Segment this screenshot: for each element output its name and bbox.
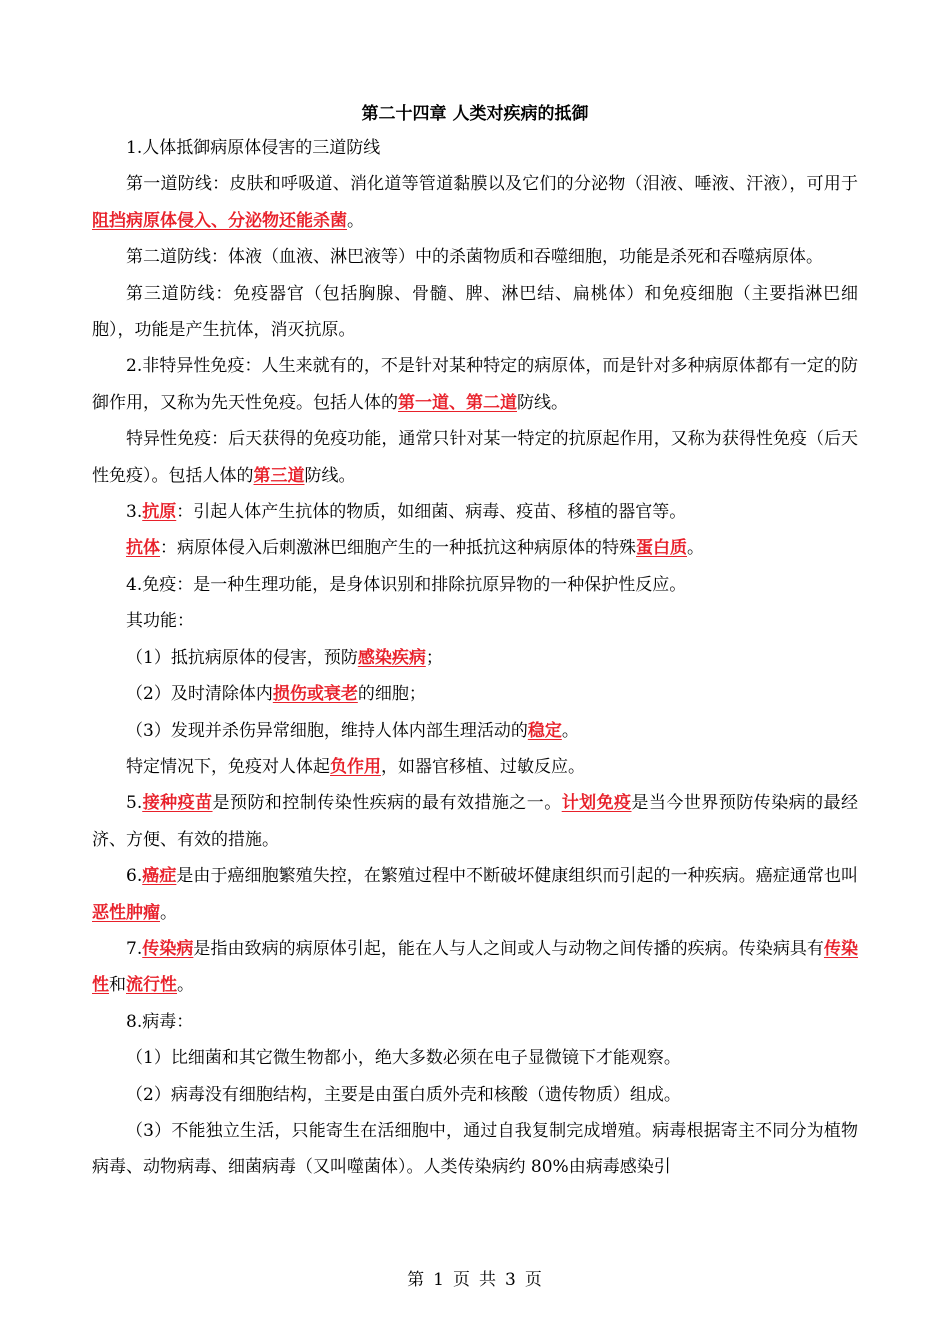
paragraph-first-defense (92, 166, 858, 239)
text: （2）及时清除体内 (126, 684, 273, 705)
page-footer (0, 1265, 950, 1290)
text: 7. (126, 938, 143, 959)
text: 。 (347, 210, 364, 231)
paragraph-defense-lines-heading (92, 130, 858, 166)
text: 8.病毒： (126, 1011, 194, 1032)
text: 的细胞； (357, 684, 426, 705)
text: 防线。 (517, 392, 568, 413)
footer-label: 第 (407, 1270, 426, 1290)
highlight-keyword: 第三道 (253, 465, 305, 486)
paragraph-antibody (92, 530, 858, 566)
highlight-keyword: 蛋白质 (636, 538, 687, 559)
text: ：病原体侵入后刺激淋巴细胞产生的一种抵抗这种病原体的特殊 (160, 538, 636, 559)
text: 防线。 (304, 465, 356, 486)
footer-label: 共 (479, 1270, 497, 1290)
paragraph-vaccination (92, 785, 858, 858)
paragraph-virus-1 (92, 1040, 858, 1076)
text: 5. (126, 793, 143, 814)
text: 是指由致病的病原体引起，能在人与人之间或人与动物之间传播的疾病。传染病具有 (193, 938, 824, 959)
paragraph-function-3 (92, 713, 858, 749)
text: 是预防和控制传染性疾病的最有效措施之一。 (212, 793, 562, 814)
text: ：引起人体产生抗体的物质，如细菌、病毒、疫苗、移植的器官等。 (176, 502, 687, 523)
highlight-keyword: 阻挡病原体侵入、分泌物还能杀菌 (92, 210, 347, 231)
paragraph-function-1 (92, 640, 858, 676)
highlight-keyword: 传染病 (142, 938, 194, 959)
text: ； (425, 647, 443, 668)
paragraph-negative-effect (92, 749, 858, 785)
text: （3）发现并杀伤异常细胞，维持人体内部生理活动的 (126, 720, 528, 741)
text: 1.人体抵御病原体侵害的三道防线 (126, 138, 381, 158)
paragraph-functions-heading (92, 603, 858, 639)
text: 。 (177, 975, 194, 996)
text: （3）不能独立生活，只能寄生在活细胞中，通过自我复制完成增殖。病毒根据寄主不同分为植物病毒、动物病毒、细菌病毒（又叫噬菌体）。人类传染病约 80%由病毒感染引 (92, 1120, 858, 1178)
paragraph-immunity (92, 567, 858, 603)
document-page (92, 98, 858, 1186)
text: 2.非特异性免疫：人生来就有的，不是针对某种特定的病原体，而是针对多种病原体都有一定的防御作用，又称为先天性免疫。包括人体的 (92, 356, 858, 413)
text: （2）病毒没有细胞结构，主要是由蛋白质外壳和核酸（遗传物质）组成。 (126, 1084, 681, 1105)
highlight-keyword: 损伤或衰老 (272, 684, 358, 705)
paragraph-infectious-disease (92, 931, 858, 1004)
page-total: 3 (505, 1270, 517, 1290)
paragraph-second-defense (92, 239, 858, 275)
highlight-keyword: 抗体 (126, 538, 160, 559)
paragraph-third-defense (92, 276, 858, 349)
text: 3. (126, 502, 143, 523)
highlight-keyword: 感染疾病 (357, 647, 426, 668)
text: 4.免疫：是一种生理功能，是身体识别和排除抗原异物的一种保护性反应。 (126, 574, 687, 595)
text: （1）抵抗病原体的侵害，预防 (126, 647, 358, 668)
text: 。 (561, 720, 579, 741)
text: 是由于癌细胞繁殖失控，在繁殖过程中不断破坏健康组织而引起的一种疾病。癌症通常也叫 (176, 866, 859, 887)
highlight-keyword: 稳定 (527, 720, 562, 741)
footer-label: 页 (453, 1270, 471, 1290)
text: 第一道防线：皮肤和呼吸道、消化道等管道黏膜以及它们的分泌物（泪液、唾液、汗液），可用于 (126, 174, 858, 195)
text: 。 (160, 902, 177, 923)
paragraph-nonspecific-immunity (92, 348, 858, 421)
highlight-keyword: 接种疫苗 (142, 793, 213, 814)
text: 6. (126, 866, 143, 887)
paragraph-antigen (92, 494, 858, 530)
paragraph-virus-3 (92, 1113, 858, 1186)
paragraph-virus-2 (92, 1077, 858, 1113)
highlight-keyword: 抗原 (142, 502, 177, 523)
text: 特异性免疫：后天获得的免疫功能，通常只针对某一特定的抗原起作用，又称为获得性免疫（后天性免疫）。包括人体的 (92, 429, 858, 486)
highlight-keyword: 癌症 (142, 866, 177, 887)
paragraph-function-2 (92, 676, 858, 712)
text: 。 (687, 538, 704, 559)
page-title: 第二十四章 人类对疾病的抵御 (361, 104, 589, 124)
page-number: 1 (433, 1270, 445, 1290)
text: ，如器官移植、过敏反应。 (381, 756, 585, 777)
paragraph-cancer (92, 858, 858, 931)
text: （1）比细菌和其它微生物都小，绝大多数必须在电子显微镜下才能观察。 (126, 1048, 681, 1069)
highlight-keyword: 第一道、第二道 (398, 392, 517, 413)
highlight-keyword: 计划免疫 (561, 793, 632, 814)
highlight-keyword: 负作用 (330, 756, 381, 777)
text: 其功能： (126, 611, 194, 632)
text: 特定情况下，免疫对人体起 (126, 756, 330, 777)
paragraph-specific-immunity (92, 421, 858, 494)
highlight-keyword: 传染性 (92, 938, 859, 996)
text: 第二道防线：体液（血液、淋巴液等）中的杀菌物质和吞噬细胞，功能是杀死和吞噬病原体。 (126, 247, 823, 268)
text: 是当今世界预防传染病的最经济、方便、有效的措施。 (92, 793, 859, 850)
highlight-keyword: 恶性肿瘤 (92, 902, 160, 923)
paragraph-virus-heading (92, 1004, 858, 1040)
highlight-keyword: 流行性 (126, 975, 177, 996)
footer-label: 页 (524, 1270, 543, 1290)
text: 和 (109, 975, 126, 996)
text: 第三道防线：免疫器官（包括胸腺、骨髓、脾、淋巴结、扁桃体）和免疫细胞（主要指淋巴细胞），功能是产生抗体，消灭抗原。 (92, 283, 858, 341)
